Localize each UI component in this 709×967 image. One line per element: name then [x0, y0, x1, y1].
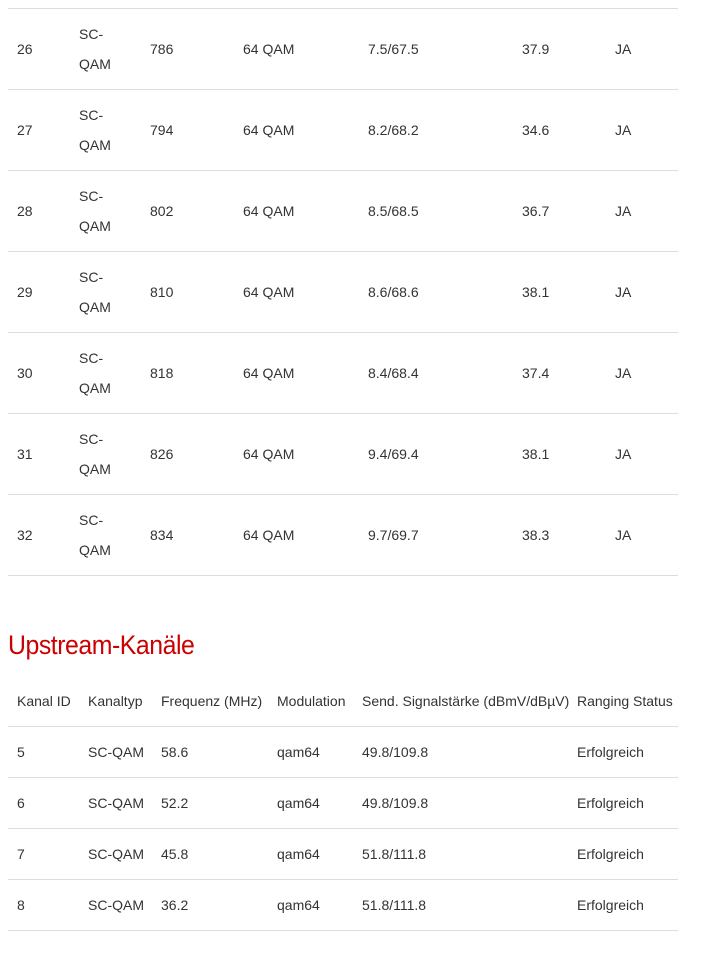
- frequency-cell: 36.2: [152, 880, 268, 931]
- locked-cell: JA: [606, 90, 678, 171]
- locked-cell: JA: [606, 414, 678, 495]
- channel-type-line: SC-: [79, 512, 104, 528]
- table-row: [8, 9, 678, 90]
- channel-type-cell: SC-QAM: [79, 880, 152, 931]
- modulation-cell: 64 QAM: [234, 495, 359, 576]
- snr-cell: 37.4: [513, 333, 606, 414]
- table-row: [8, 90, 678, 171]
- downstream-table-body: [8, 9, 678, 576]
- channel-type-cell: [70, 495, 141, 576]
- channel-type-line: QAM: [79, 461, 111, 477]
- locked-cell: JA: [606, 495, 678, 576]
- signal-strength-cell: 49.8/109.8: [353, 727, 568, 778]
- signal-strength-cell: 49.8/109.8: [353, 778, 568, 829]
- channel-type-line: SC-: [79, 188, 104, 204]
- column-header-frequenz: Frequenz (MHz): [161, 693, 263, 709]
- locked-cell: JA: [606, 171, 678, 252]
- snr-cell: 38.1: [513, 414, 606, 495]
- table-row: [8, 333, 678, 414]
- channel-id-cell: 30: [8, 333, 70, 414]
- channel-id-cell: 26: [8, 9, 70, 90]
- channel-type-cell: [70, 252, 141, 333]
- locked-cell: JA: [606, 333, 678, 414]
- channel-type-line: SC-: [79, 350, 104, 366]
- channel-id-cell: 27: [8, 90, 70, 171]
- power-cell: 8.5/68.5: [359, 171, 513, 252]
- channel-type-cell: [70, 90, 141, 171]
- channel-type-line: QAM: [79, 542, 111, 558]
- channel-type-line: SC-: [79, 269, 104, 285]
- modulation-cell: 64 QAM: [234, 414, 359, 495]
- channel-type-cell: [70, 414, 141, 495]
- upstream-channel-table: [8, 676, 678, 931]
- power-cell: 8.2/68.2: [359, 90, 513, 171]
- table-row: [8, 727, 678, 778]
- upstream-table-container: [8, 676, 678, 931]
- modulation-cell: 64 QAM: [234, 90, 359, 171]
- snr-cell: 38.1: [513, 252, 606, 333]
- frequency-cell: 45.8: [152, 829, 268, 880]
- modulation-cell: qam64: [268, 880, 353, 931]
- table-row: [8, 880, 678, 931]
- channel-id-cell: 32: [8, 495, 70, 576]
- channel-type-cell: [70, 9, 141, 90]
- column-header-modulation: Modulation: [277, 693, 346, 709]
- column-header-kanaltyp: Kanaltyp: [88, 693, 143, 709]
- modulation-cell: 64 QAM: [234, 9, 359, 90]
- channel-id-cell: 5: [8, 727, 79, 778]
- table-row: [8, 829, 678, 880]
- locked-cell: JA: [606, 252, 678, 333]
- power-cell: 7.5/67.5: [359, 9, 513, 90]
- table-row: [8, 495, 678, 576]
- power-cell: 8.4/68.4: [359, 333, 513, 414]
- snr-cell: 34.6: [513, 90, 606, 171]
- upstream-section-title: Upstream-Kanäle: [8, 630, 195, 660]
- frequency-cell: 786: [141, 9, 234, 90]
- channel-type-cell: [70, 333, 141, 414]
- modulation-cell: qam64: [268, 727, 353, 778]
- modulation-cell: qam64: [268, 778, 353, 829]
- ranging-status-cell: Erfolgreich: [568, 880, 678, 931]
- frequency-cell: 52.2: [152, 778, 268, 829]
- modulation-cell: 64 QAM: [234, 333, 359, 414]
- frequency-cell: 802: [141, 171, 234, 252]
- column-header-kanal-id: Kanal ID: [17, 693, 71, 709]
- channel-type-cell: SC-QAM: [79, 727, 152, 778]
- signal-strength-cell: 51.8/111.8: [353, 829, 568, 880]
- channel-id-cell: 28: [8, 171, 70, 252]
- snr-cell: 37.9: [513, 9, 606, 90]
- frequency-cell: 794: [141, 90, 234, 171]
- channel-type-cell: [70, 171, 141, 252]
- table-row: [8, 414, 678, 495]
- ranging-status-cell: Erfolgreich: [568, 778, 678, 829]
- table-row: [8, 171, 678, 252]
- snr-cell: 36.7: [513, 171, 606, 252]
- table-row: [8, 778, 678, 829]
- channel-type-line: SC-: [79, 107, 104, 123]
- channel-id-cell: 29: [8, 252, 70, 333]
- channel-type-line: QAM: [79, 299, 111, 315]
- channel-type-line: QAM: [79, 137, 111, 153]
- channel-type-cell: SC-QAM: [79, 829, 152, 880]
- channel-id-cell: 31: [8, 414, 70, 495]
- power-cell: 9.4/69.4: [359, 414, 513, 495]
- frequency-cell: 834: [141, 495, 234, 576]
- channel-type-line: SC-: [79, 431, 104, 447]
- column-header-signalstaerke: Send. Signalstärke (dBmV/dBµV): [362, 693, 570, 709]
- locked-cell: JA: [606, 9, 678, 90]
- channel-type-line: QAM: [79, 380, 111, 396]
- snr-cell: 38.3: [513, 495, 606, 576]
- channel-id-cell: 8: [8, 880, 79, 931]
- channel-id-cell: 6: [8, 778, 79, 829]
- modulation-cell: qam64: [268, 829, 353, 880]
- channel-id-cell: 7: [8, 829, 79, 880]
- channel-type-line: QAM: [79, 56, 111, 72]
- channel-type-cell: SC-QAM: [79, 778, 152, 829]
- downstream-channel-table: [8, 8, 678, 576]
- table-row: [8, 252, 678, 333]
- upstream-table-body: [8, 727, 678, 931]
- modulation-cell: 64 QAM: [234, 252, 359, 333]
- frequency-cell: 58.6: [152, 727, 268, 778]
- upstream-header-row: [8, 676, 678, 727]
- column-header-ranging-status: Ranging Status: [577, 693, 673, 709]
- channel-type-line: QAM: [79, 218, 111, 234]
- frequency-cell: 826: [141, 414, 234, 495]
- ranging-status-cell: Erfolgreich: [568, 829, 678, 880]
- frequency-cell: 810: [141, 252, 234, 333]
- modulation-cell: 64 QAM: [234, 171, 359, 252]
- downstream-table-container: [8, 8, 678, 576]
- power-cell: 8.6/68.6: [359, 252, 513, 333]
- power-cell: 9.7/69.7: [359, 495, 513, 576]
- signal-strength-cell: 51.8/111.8: [353, 880, 568, 931]
- frequency-cell: 818: [141, 333, 234, 414]
- channel-type-line: SC-: [79, 26, 104, 42]
- ranging-status-cell: Erfolgreich: [568, 727, 678, 778]
